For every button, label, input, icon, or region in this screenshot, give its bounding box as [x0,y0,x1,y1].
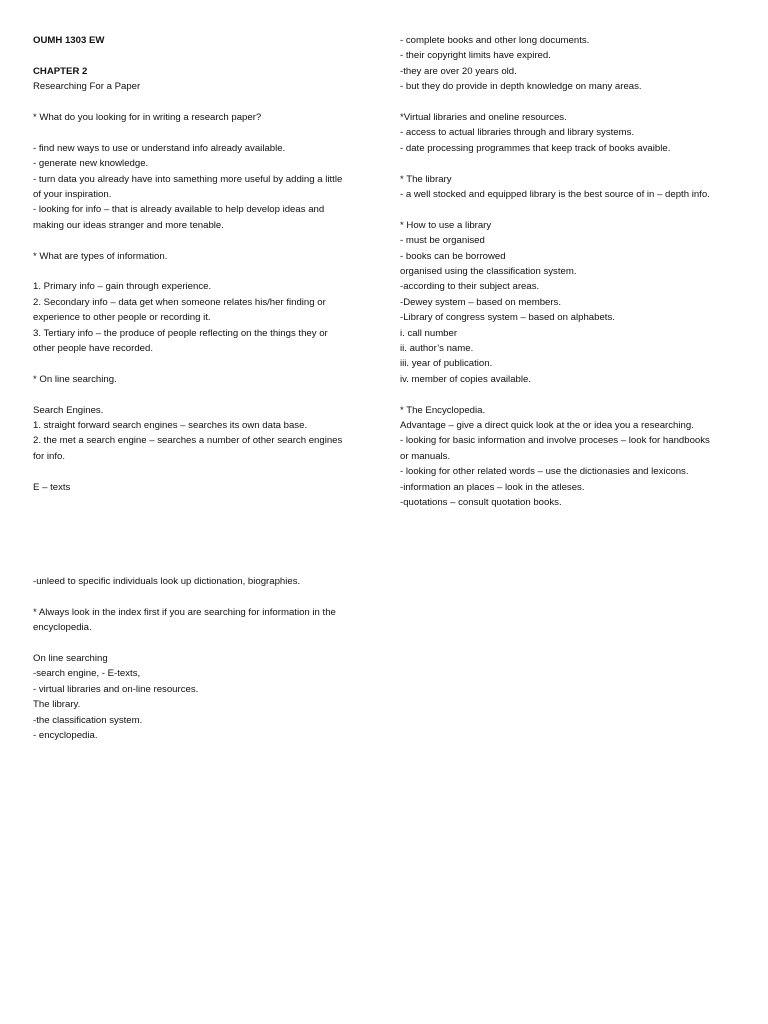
text-line: OUMH 1303 EW [33,35,105,46]
text-line: * How to use a library [400,219,492,231]
text-line: Advantage – give a direct quick look at the or idea you a researching. [400,420,694,431]
text-line: - looking for info – that is already available to help develop ideas and [33,204,325,216]
text-line: -Dewey system – based on members. [400,296,562,308]
text-line: The library. [33,699,81,711]
text-line: - find new ways to use or understand info already available. [33,142,286,154]
text-line: - generate new knowledge. [33,158,149,170]
text-line: organised using the classification system. [400,266,577,277]
text-line: - virtual libraries and on-line resources. [33,683,199,695]
text-line: i. call number [400,327,458,339]
text-line: - must be organised [400,235,485,247]
text-line: * On line searching. [33,373,117,385]
text-line: * What are types of information. [33,250,168,262]
text-line: CHAPTER 2 [33,65,88,77]
text-line: - but they do provide in depth knowledge on many areas. [400,81,642,93]
text-line: -information an places – look in the atleses. [400,481,585,493]
text-line: 2. Secondary info – data get when someone relates his/her finding or [33,296,326,308]
text-line: - books can be borrowed [400,250,506,262]
text-line: or manuals. [400,450,451,462]
text-line: -unleed to specific individuals look up dictionation, biographies. [33,576,301,587]
text-line: *Virtual libraries and oneline resources. [400,112,567,123]
text-line: - date processing programmes that keep track of books avaible. [400,142,671,154]
text-line: - turn data you already have into samething more useful by adding a little [33,173,343,185]
text-line: Search Engines. [33,404,104,416]
text-line: - looking for basic information and involve proceses – look for handbooks [400,435,710,447]
text-line: 2. the met a search engine – searches a number of other search engines [33,435,343,447]
text-line: experience to other people or recording it. [33,312,211,324]
text-line: iv. member of copies available. [400,373,531,385]
text-line: of your inspiration. [33,189,112,200]
text-line: -they are over 20 years old. [400,65,517,77]
text-line: 3. Tertiary info – the produce of people reflecting on the things they or [33,327,328,339]
text-line: - a well stocked and equipped library is the best source of in – depth info. [400,189,710,200]
text-line: * What do you looking for in writing a research paper? [33,112,262,123]
text-line: making our ideas stranger and more tenable. [33,219,224,231]
text-line: * The library [400,173,452,185]
text-line: 1. straight forward search engines – searches its own data base. [33,420,308,431]
text-line: - complete books and other long documents. [400,35,590,46]
text-line: for info. [33,450,65,462]
text-line: - access to actual libraries through and library systems. [400,127,635,139]
text-line: encyclopedia. [33,622,92,634]
text-line: On line searching [33,653,108,664]
text-line: Researching For a Paper [33,81,141,93]
text-line: -the classification system. [33,714,143,726]
text-line: 1. Primary info – gain through experience. [33,281,212,293]
text-line: other people have recorded. [33,343,154,354]
text-line: -quotations – consult quotation books. [400,497,562,508]
text-line: ii. author’s name. [400,343,474,354]
text-line: iii. year of publication. [400,358,493,370]
text-line: - looking for other related words – use the dictionasies and lexicons. [400,466,689,478]
text-line: * The Encyclopedia. [400,404,486,416]
text-line: E – texts [33,481,71,493]
text-line: -according to their subject areas. [400,281,540,293]
text-line: - their copyright limits have expired. [400,50,551,62]
text-line: * Always look in the index first if you are searching for information in the [33,606,336,618]
text-line: -Library of congress system – based on alphabets. [400,312,615,324]
text-line: - encyclopedia. [33,730,98,741]
text-line: -search engine, - E-texts, [33,668,141,680]
